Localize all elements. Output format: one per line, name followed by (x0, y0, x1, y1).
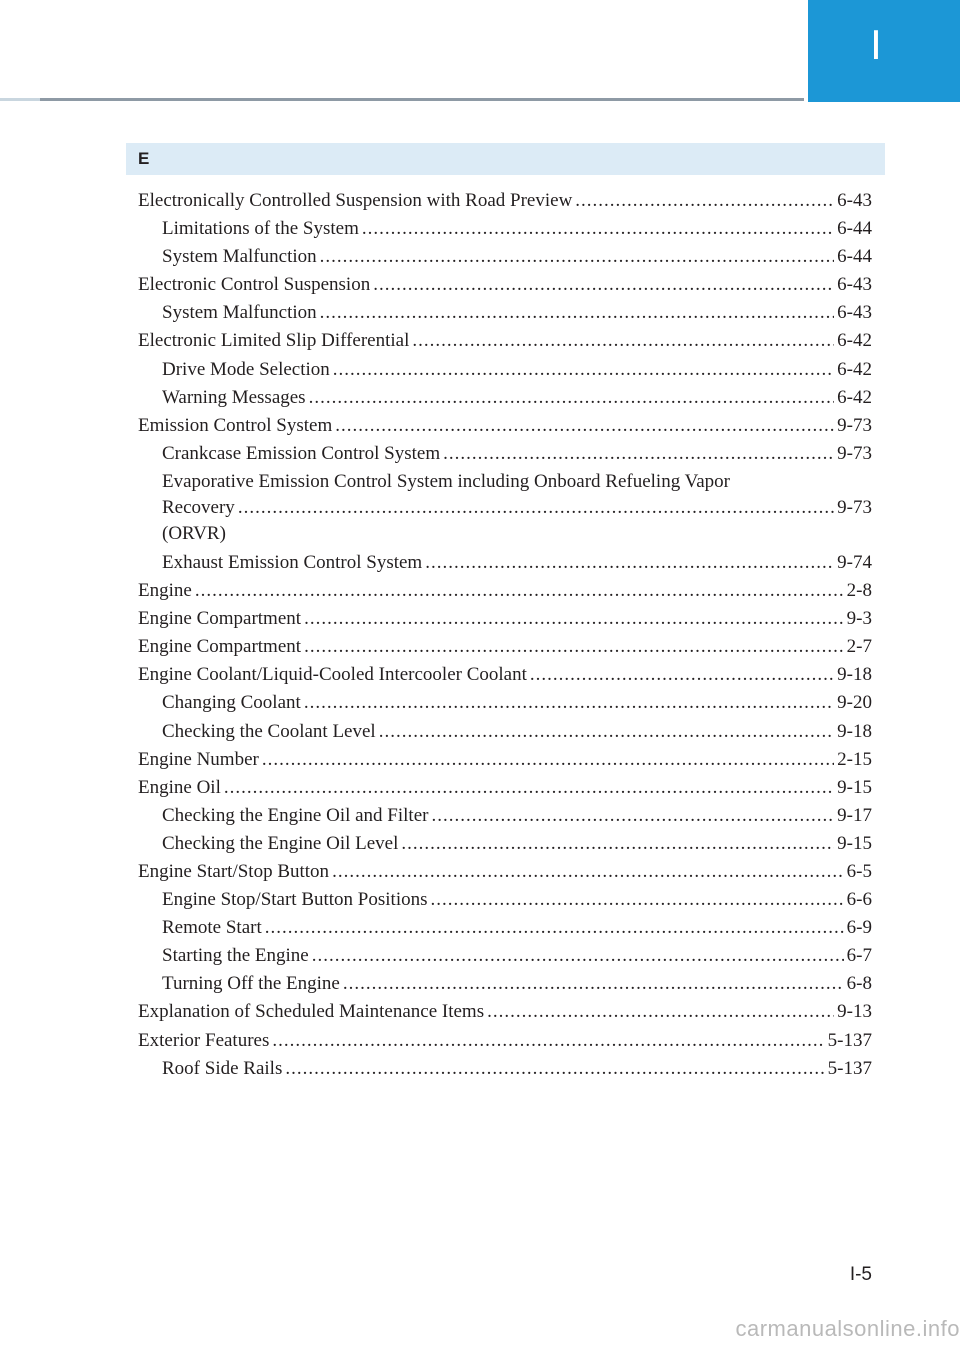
entry-page: 2-15 (837, 748, 872, 770)
index-entry (138, 412, 872, 440)
entry-text: Electronic Control Suspension (138, 274, 371, 296)
index-entry (138, 633, 872, 661)
page-number: I-5 (849, 1264, 872, 1285)
entry-page: 9-18 (837, 664, 872, 686)
index-subentry (138, 440, 872, 468)
entry-text: Engine Compartment (138, 608, 302, 630)
entry-text: Engine (138, 580, 192, 602)
dot-leader (320, 243, 835, 271)
entry-text: Warning Messages (162, 386, 306, 408)
chapter-tab (808, 0, 960, 102)
index-entry (138, 661, 872, 689)
index-entry (138, 746, 872, 774)
dot-leader (443, 440, 834, 468)
entry-page: 9-73 (837, 496, 872, 518)
dot-leader (379, 718, 834, 746)
entry-page: 6-8 (846, 973, 872, 995)
entry-text: Turning Off the Engine (162, 973, 340, 995)
entry-text: Exhaust Emission Control System (162, 551, 423, 573)
dot-leader (304, 633, 844, 661)
entry-page: 9-20 (837, 692, 872, 714)
index-subentry (138, 830, 872, 858)
dot-leader (335, 412, 834, 440)
index-subentry (138, 215, 872, 243)
dot-leader (373, 271, 834, 299)
entry-page: 6-44 (837, 218, 872, 240)
dot-leader (320, 299, 835, 327)
entry-text: Exterior Features (138, 1029, 270, 1051)
index-entry (138, 577, 872, 605)
entry-text: Engine Compartment (138, 636, 302, 658)
entry-text-line1: Evaporative Emission Control System including Onboard Refueling Vapor (162, 470, 730, 492)
index-entry (138, 187, 872, 215)
entry-page: 6-7 (846, 945, 872, 967)
watermark: carmanualsonline.info (735, 1316, 960, 1341)
chapter-tab-label: I (870, 21, 882, 68)
dot-leader (262, 746, 834, 774)
index-subentry (138, 802, 872, 830)
entry-text: Electronically Controlled Suspension with Road Preview (138, 190, 573, 211)
index-subentry (138, 299, 872, 327)
entry-page: 9-15 (837, 776, 872, 798)
entry-page: 6-43 (837, 190, 872, 211)
index-subentry (138, 914, 872, 942)
entry-text: Engine Start/Stop Button (138, 860, 330, 882)
index-list (138, 187, 872, 1083)
dot-leader (530, 661, 834, 689)
entry-page: 6-44 (837, 246, 872, 268)
index-subentry (138, 1055, 872, 1083)
entry-page: 9-17 (837, 804, 872, 826)
index-entry (138, 271, 872, 299)
entry-page: 6-9 (846, 917, 872, 939)
dot-leader (401, 830, 834, 858)
entry-text: Crankcase Emission Control System (162, 442, 441, 464)
index-subentry (138, 243, 872, 271)
dot-leader (362, 215, 834, 243)
index-entry (138, 1027, 872, 1055)
dot-leader (224, 774, 834, 802)
dot-leader (431, 802, 834, 830)
entry-text: Electronic Limited Slip Differential (138, 330, 410, 352)
entry-page: 9-13 (837, 1001, 872, 1023)
entry-text: Engine Stop/Start Button Positions (162, 889, 428, 911)
entry-text: Checking the Coolant Level (162, 720, 376, 742)
dot-leader (425, 549, 834, 577)
index-entry (138, 774, 872, 802)
index-subentry (138, 718, 872, 746)
index-entry (138, 998, 872, 1026)
entry-text-line2: Recovery (ORVR) (162, 496, 235, 544)
index-entry (138, 858, 872, 886)
index-subentry-multiline (138, 468, 872, 549)
index-subentry (138, 384, 872, 412)
entry-text: Changing Coolant (162, 692, 301, 714)
entry-text: System Malfunction (162, 246, 317, 268)
dot-leader (412, 327, 834, 355)
dot-leader (343, 970, 844, 998)
index-entry (138, 605, 872, 633)
entry-text: Engine Coolant/Liquid-Cooled Intercooler Coolant (138, 664, 527, 686)
entry-text: Checking the Engine Oil and Filter (162, 804, 429, 826)
entry-text: Limitations of the System (162, 218, 359, 240)
dot-leader (333, 356, 834, 384)
dot-leader (431, 886, 844, 914)
entry-page: 6-6 (846, 889, 872, 911)
entry-text: Starting the Engine (162, 945, 309, 967)
entry-text: Emission Control System (138, 414, 333, 436)
index-subentry (138, 886, 872, 914)
index-subentry (138, 549, 872, 577)
entry-text: Engine Oil (138, 776, 221, 798)
entry-text: Remote Start (162, 917, 262, 939)
dot-leader (487, 998, 834, 1026)
dot-leader (332, 858, 844, 886)
entry-page: 6-42 (837, 358, 872, 380)
entry-page: 2-7 (846, 636, 872, 658)
entry-page: 2-8 (846, 580, 872, 602)
entry-page: 6-43 (837, 302, 872, 324)
dot-leader (304, 689, 834, 717)
index-subentry (138, 970, 872, 998)
index-subentry (138, 689, 872, 717)
dot-leader (312, 942, 844, 970)
entry-text: System Malfunction (162, 302, 317, 324)
index-subentry (138, 356, 872, 384)
entry-text: Drive Mode Selection (162, 358, 330, 380)
dot-leader (285, 1055, 824, 1083)
entry-page: 9-3 (846, 608, 872, 630)
entry-text: Checking the Engine Oil Level (162, 832, 399, 854)
entry-page: 9-74 (837, 551, 872, 573)
entry-page: 9-73 (837, 442, 872, 464)
entry-page: 9-18 (837, 720, 872, 742)
dot-leader (238, 495, 834, 521)
entry-page: 5-137 (827, 1057, 872, 1079)
dot-leader (575, 187, 834, 215)
dot-leader (304, 605, 844, 633)
entry-page: 6-43 (837, 274, 872, 296)
entry-page: 6-42 (837, 330, 872, 352)
section-heading: E (126, 143, 885, 175)
entry-page: 6-42 (837, 386, 872, 408)
dot-leader (309, 384, 835, 412)
entry-page: 5-137 (827, 1029, 872, 1051)
dot-leader (272, 1027, 824, 1055)
entry-text: Explanation of Scheduled Maintenance Items (138, 1001, 485, 1023)
index-subentry (138, 942, 872, 970)
entry-page: 9-15 (837, 832, 872, 854)
entry-page: 6-5 (846, 860, 872, 882)
entry-text: Roof Side Rails (162, 1057, 283, 1079)
index-entry (138, 327, 872, 355)
entry-page: 9-73 (837, 414, 872, 436)
header-rule (0, 98, 804, 101)
entry-text: Engine Number (138, 748, 259, 770)
dot-leader (265, 914, 844, 942)
dot-leader (195, 577, 844, 605)
